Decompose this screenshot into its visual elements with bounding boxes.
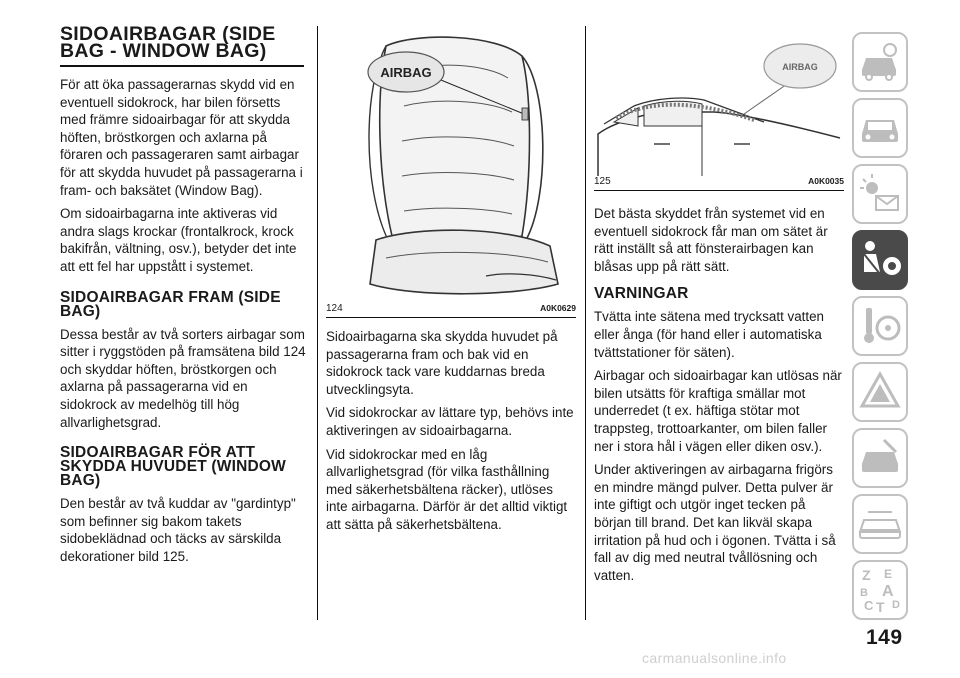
tab-safety[interactable] — [852, 230, 908, 290]
airbag-label-text: AIRBAG — [380, 65, 432, 80]
watermark: carmanualsonline.info — [642, 650, 787, 666]
figure-125 — [594, 26, 844, 191]
figure-caption — [594, 176, 844, 187]
svg-text:Z: Z — [862, 567, 871, 583]
column-1 — [60, 23, 306, 571]
window-bag-heading: SIDOAIRBAGAR FÖR ATT SKYDDA HUVUDET (WINDOW BAG) — [60, 444, 286, 490]
seatbelt-airbag-icon — [854, 232, 906, 288]
window-bag-illustration — [594, 26, 844, 191]
warnings-heading: VARNINGAR — [594, 285, 689, 303]
column-divider — [585, 26, 586, 620]
svg-text:A: A — [882, 583, 894, 600]
airbag-label-text: AIRBAG — [782, 62, 818, 72]
svg-text:B: B — [860, 587, 868, 599]
paragraph: Under aktiveringen av airbagarna frigörs en mindre mängd pulver. Detta pulver är inte giftigt och utgör inget tecken på början till brand. Det kan likväl skapa irritation på hud och i ögonen. Tvätta i så fall av dig med neutral tvållösning och vatten. — [594, 462, 836, 583]
maintenance-icon — [854, 430, 906, 486]
paragraph: För att öka passagerarnas skydd vid en eventuell sidokrock, har bilen försetts med främre sidoairbagar för att skydda höften, bröstkorgen och axlarna på föraren och passageraren samt airbagar för att skydda huvudet på passagerarna i fram- och baksätet (Window Bag). — [60, 77, 303, 198]
figure-124 — [326, 26, 576, 318]
column-2 — [326, 26, 576, 540]
paragraph: Vid sidokrockar av lättare typ, behövs inte aktiveringen av sidoairbagarna. — [326, 405, 574, 438]
paragraph: Tvätta inte sätena med trycksatt vatten eller ånga (för hand eller i automatiska tvättstationer för säten). — [594, 309, 824, 360]
key-steering-icon — [854, 298, 906, 354]
page-number: 149 — [866, 626, 903, 649]
svg-text:D: D — [892, 599, 900, 611]
paragraph: Vid sidokrockar med en låg allvarlighetsgrad (för vilka fasthållning med säkerhetsbältena räcker), utlöses inte airbagarna. Därför är det alltid viktigt att sätta på säkerhetsbältena. — [326, 446, 568, 532]
tab-warning-lights[interactable] — [852, 164, 908, 224]
figure-number: 124 — [326, 303, 343, 314]
seat-airbag-illustration — [326, 26, 576, 318]
index-letters-icon — [854, 562, 906, 618]
tab-emergency[interactable] — [852, 362, 908, 422]
column-divider — [317, 26, 318, 620]
paragraph: Det bästa skyddet från systemet vid en eventuell sidokrock får man om sätet är rätt inställt så att fönsterairbagen kan blåsas upp på rätt sätt. — [594, 206, 828, 274]
car-dashboard-icon — [854, 100, 906, 156]
paragraph: Sidoairbagarna ska skydda huvudet på passagerarna fram och bak vid en sidokrock tack vare kuddarnas breda utvecklingsyta. — [326, 329, 558, 397]
paragraph: Om sidoairbagarna inte aktiveras vid andra slags krockar (frontalkrock, krock bakifrån, vältning, osv.), betyder det inte att ett fel har uppstått i systemet. — [60, 206, 297, 274]
tab-index[interactable] — [852, 560, 908, 620]
column-3 — [594, 26, 844, 590]
figure-code: A0K0035 — [808, 176, 844, 186]
car-info-icon — [854, 34, 906, 90]
figure-caption — [326, 303, 576, 314]
paragraph: Dessa består av två sorters airbagar som sitter i ryggstöden på framsätena bild 124 och skyddar höften, bröstkorgen och axlarna på passagerarna vid en sidokrock av medelhög till hög allvarlighetsgrad. — [60, 326, 306, 430]
paragraph: Airbagar och sidoairbagar kan utlösas när bilen utsätts för kraftiga smällar mot underredet (t ex. häftiga stötar mot trappsteg, trottoarkanter, om bilen faller ner i stora hål i vägen eller diken osv.). — [594, 368, 842, 454]
chapter-tabs — [852, 32, 908, 626]
tab-dashboard[interactable] — [852, 98, 908, 158]
paragraph: Den består av två kuddar av "gardintyp" som befinner sig bakom takets sidobeklädnad och täcks av särskilda dekorationer bild 125. — [60, 496, 296, 564]
technical-data-icon — [854, 496, 906, 552]
tab-starting-driving[interactable] — [852, 296, 908, 356]
section-title: SIDOAIRBAGAR (SIDE BAG - WINDOW BAG) — [60, 26, 304, 67]
figure-number: 125 — [594, 176, 611, 187]
tab-maintenance[interactable] — [852, 428, 908, 488]
svg-text:C: C — [864, 598, 874, 613]
tab-car-info[interactable] — [852, 32, 908, 92]
warning-lights-icon — [854, 166, 906, 222]
emergency-triangle-icon — [854, 364, 906, 420]
side-bag-heading: SIDOAIRBAGAR FRAM (SIDE BAG) — [60, 288, 281, 320]
figure-code: A0K0629 — [540, 303, 576, 313]
tab-technical-data[interactable] — [852, 494, 908, 554]
svg-text:E: E — [884, 567, 893, 581]
svg-text:T: T — [876, 599, 885, 615]
